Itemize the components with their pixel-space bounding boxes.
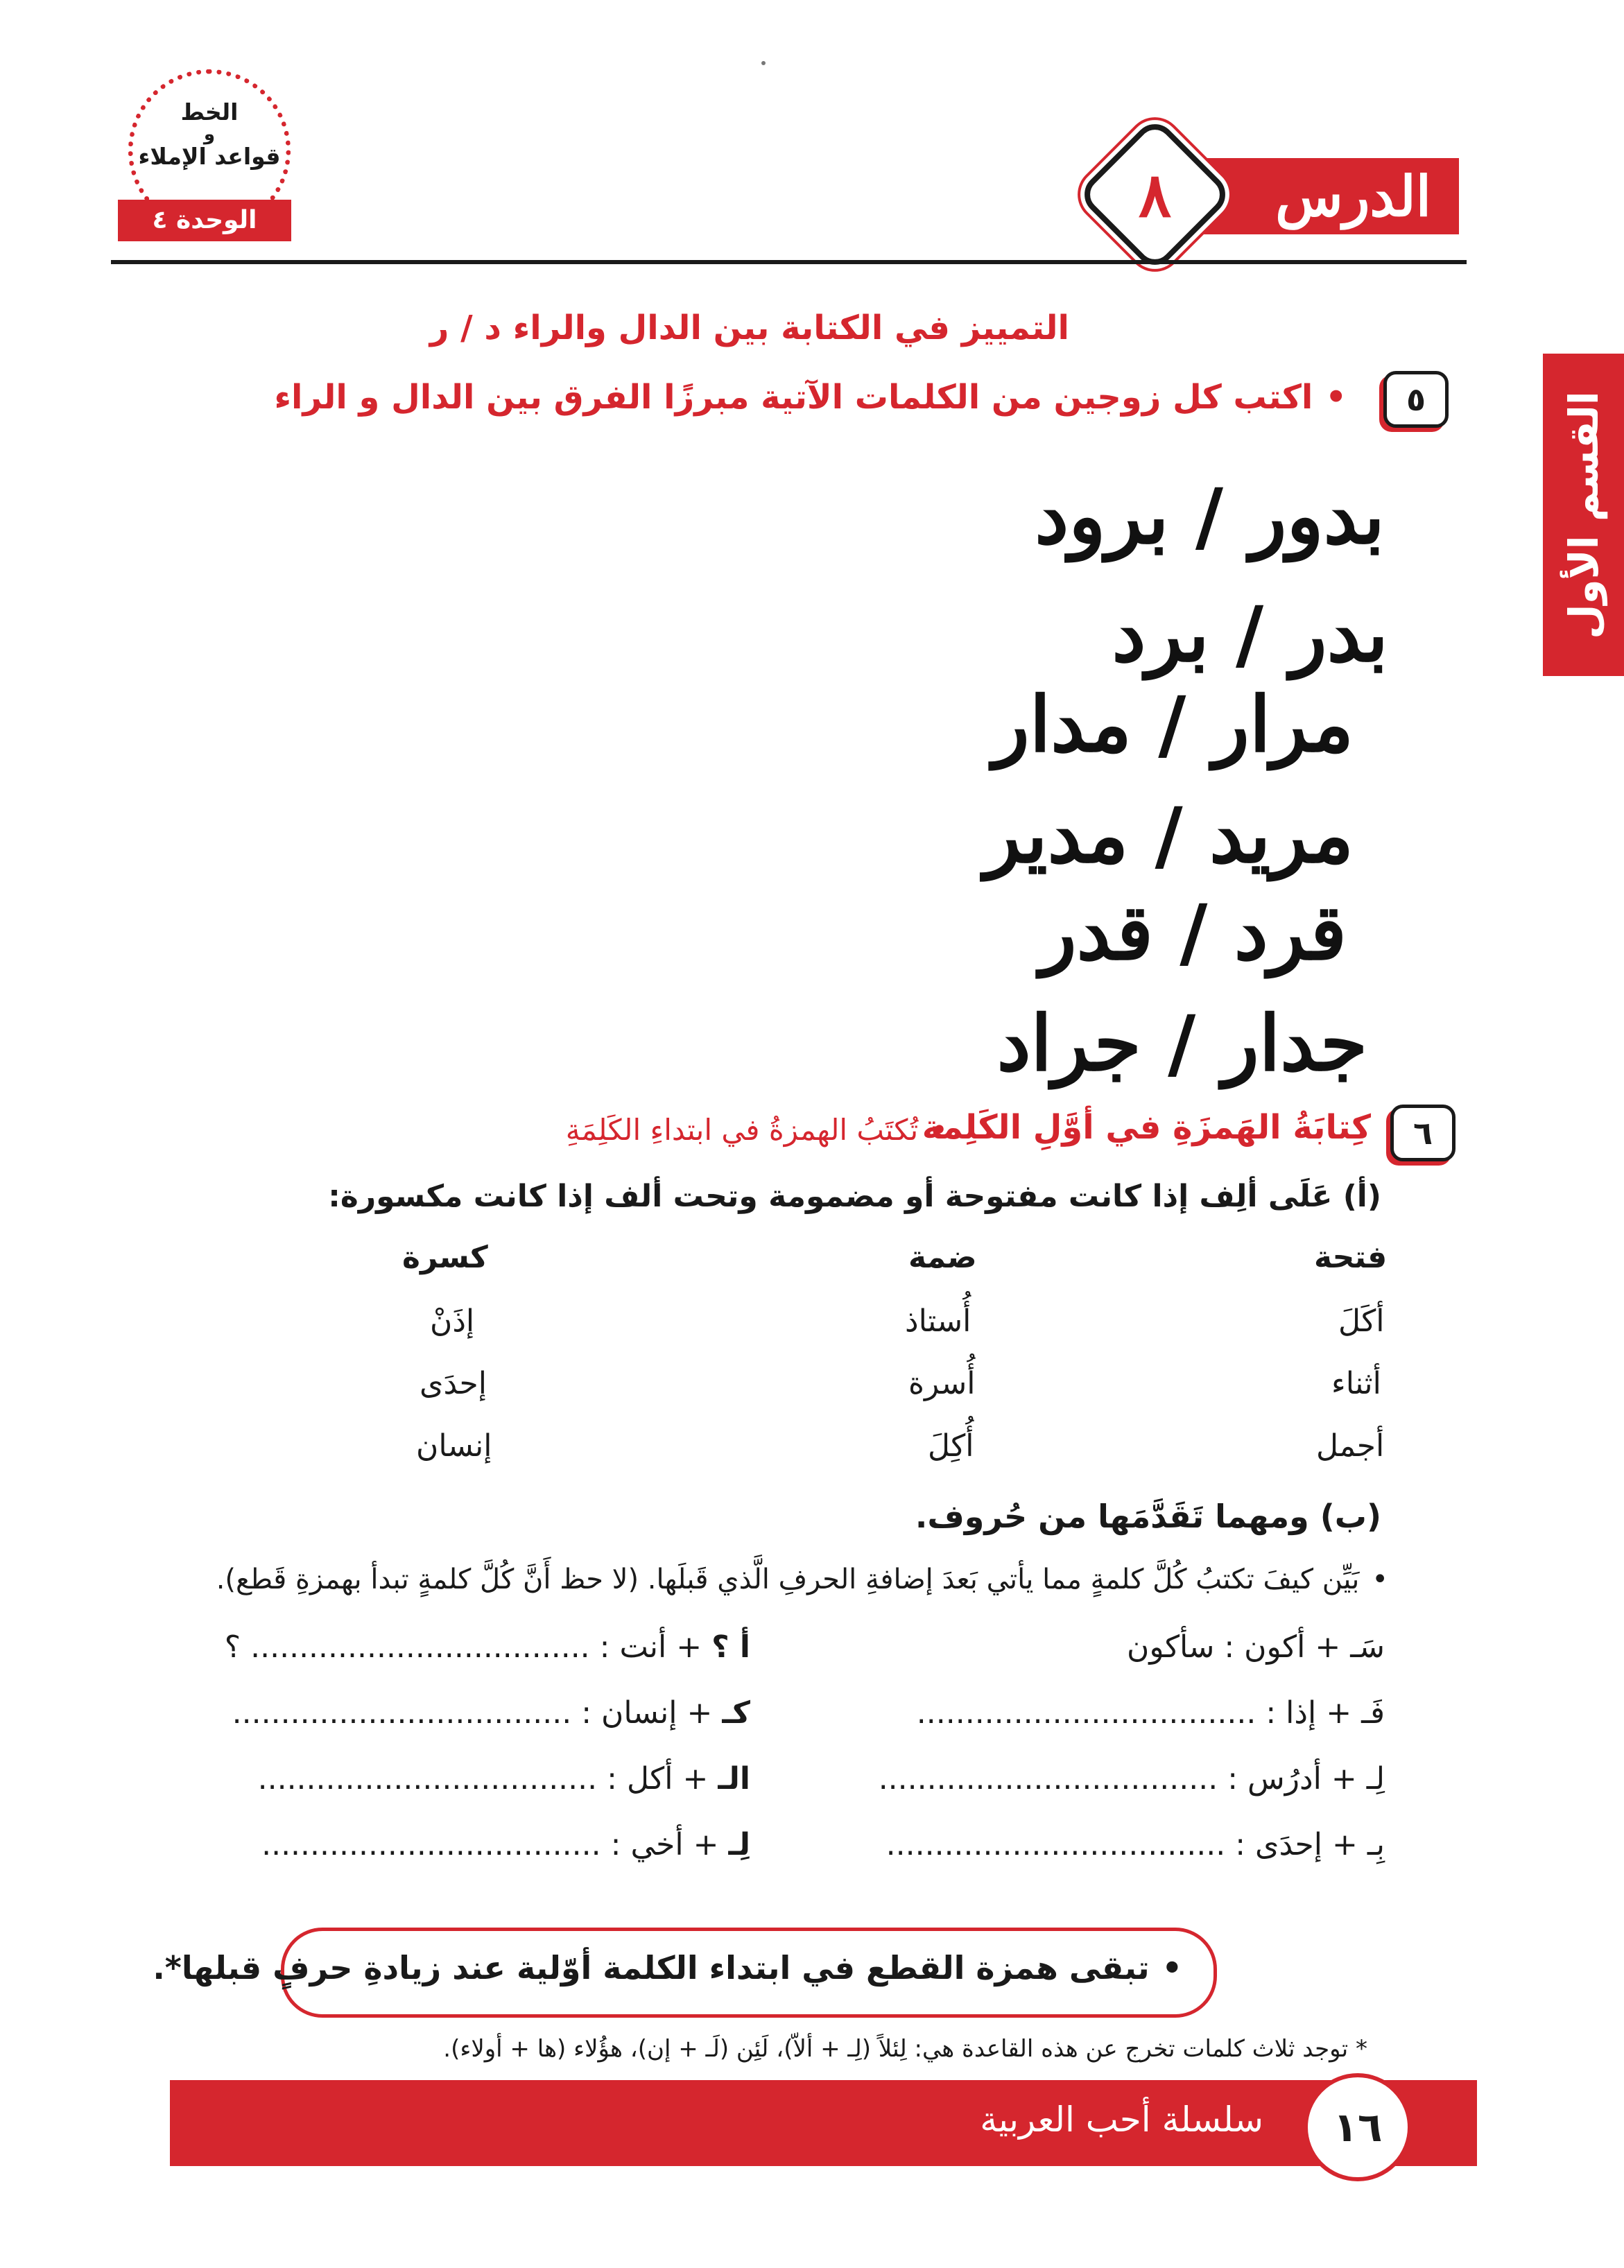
- exercise-prefix: بِـ: [1367, 1827, 1385, 1862]
- fatha-word-3: أجمل: [1316, 1428, 1385, 1464]
- answer-blank[interactable]: ...................................: [257, 1761, 598, 1797]
- damma-word-3: أُكِلَ: [928, 1428, 974, 1464]
- section-tab: [1543, 354, 1624, 676]
- damma-word-1: أُستاذ: [905, 1304, 971, 1339]
- unit-badge: [118, 69, 291, 244]
- exercise-row: [886, 1827, 1385, 1862]
- lesson-label: الدرس: [1275, 164, 1431, 229]
- exercise-prefix: سَـ: [1350, 1629, 1385, 1665]
- answer-blank[interactable]: ...................................: [886, 1827, 1226, 1862]
- exercise-prefix: لِـ: [728, 1827, 750, 1862]
- section-tab-label: القسم الأول: [1560, 390, 1607, 639]
- plus-sign: +: [1315, 1629, 1341, 1665]
- series-title: سلسلة أحب العربية: [980, 2100, 1263, 2140]
- exercise-word: إنسان: [601, 1695, 677, 1731]
- answer-blank[interactable]: ...................................: [916, 1695, 1256, 1731]
- rule-text: • تبقى همزة القطع في ابتداء الكلمة أوّلية عند زيادةِ حرفٍ قبلها*.: [153, 1949, 1182, 1986]
- section5-number: ٥: [1383, 371, 1449, 428]
- exercise-row: [258, 1761, 750, 1797]
- exercise-word: أنت: [619, 1629, 667, 1665]
- exercise-answer: ؟: [224, 1629, 241, 1665]
- handwritten-pair-5: قرد / قدر: [1039, 888, 1347, 977]
- section6-title: كِتابَةُ الهَمزَةِ في أوَّلِ الكَلِمة: [922, 1108, 1371, 1147]
- part-a-text: (أ) عَلَى ألِف إذا كانت مفتوحة أو مضمومة وتحت ألف إذا كانت مكسورة:: [328, 1179, 1381, 1214]
- exercise-row: [1127, 1629, 1385, 1665]
- section6-number: ٦: [1390, 1105, 1455, 1161]
- footer-bar: [170, 2080, 1477, 2166]
- scan-dot: [761, 61, 766, 65]
- plus-sign: +: [693, 1827, 719, 1862]
- kasra-word-2: إحدَى: [420, 1366, 487, 1401]
- plus-sign: +: [1331, 1761, 1357, 1797]
- page-number: ١٦: [1304, 2073, 1412, 2181]
- exercise-row: [879, 1761, 1385, 1797]
- part-b-instruction: • بَيِّن كيفَ تكتبُ كُلَّ كلمةٍ مما يأتي بَعدَ إضافةِ الحرفِ الَّذي قَبلَها. (لا حظ أَنَّ كُلَّ كلمةٍ تبدأ بهمزةِ قَطع).: [216, 1564, 1388, 1595]
- section5-title: التمييز في الكتابة بين الدال والراء د / ر: [429, 309, 1069, 347]
- exercise-word: أكل: [626, 1761, 673, 1797]
- kasra-word-3: إنسان: [416, 1428, 492, 1464]
- answer-blank[interactable]: ...................................: [261, 1827, 601, 1862]
- exercise-word: إذا: [1286, 1695, 1317, 1731]
- footnote: * توجد ثلاث كلمات تخرج عن هذه القاعدة هي: لِئلاً (لِـ + ألاّ)، لَئِن (لَـ + إن)، هؤُلاء (ها + أولاء).: [443, 2035, 1367, 2063]
- col-header-damma: ضمة: [908, 1240, 977, 1275]
- rule-callout: [153, 1928, 1217, 2018]
- handwritten-pair-6: جدار / جراد: [996, 998, 1367, 1088]
- unit-topic-line3: قواعد الإملاء: [138, 143, 281, 170]
- colon: :: [599, 1629, 610, 1665]
- handwritten-pair-2: بدر / برد: [1112, 589, 1388, 679]
- exercise-row: [225, 1629, 750, 1665]
- colon: :: [581, 1695, 592, 1731]
- exercise-prefix: الـ: [718, 1761, 750, 1797]
- exercise-word: أكون: [1244, 1629, 1306, 1665]
- exercise-prefix: كـ: [722, 1695, 750, 1731]
- handwritten-pair-4: مريد / مدير: [984, 790, 1354, 880]
- exercise-row: [917, 1695, 1385, 1731]
- col-header-fatha: فتحة: [1314, 1240, 1388, 1275]
- exercise-word: إحدَى: [1255, 1827, 1322, 1862]
- plus-sign: +: [682, 1761, 709, 1797]
- colon: :: [610, 1827, 621, 1862]
- handwritten-pair-3: مرار / مدار: [992, 679, 1354, 769]
- answer-blank[interactable]: ...................................: [232, 1695, 572, 1731]
- exercise-word: أدرُس: [1247, 1761, 1322, 1797]
- fatha-word-1: أكَلَ: [1338, 1304, 1385, 1339]
- exercise-word: أخي: [630, 1827, 684, 1862]
- damma-word-2: أُسرة: [908, 1366, 976, 1401]
- exercise-prefix: أ ؟: [711, 1629, 750, 1665]
- exercise-prefix: فَـ: [1361, 1695, 1385, 1731]
- plus-sign: +: [676, 1629, 702, 1665]
- exercise-row: [261, 1827, 750, 1862]
- unit-label: الوحدة ٤: [118, 200, 291, 241]
- col-header-kasra: كسرة: [402, 1240, 488, 1275]
- answer-blank[interactable]: ...................................: [878, 1761, 1218, 1797]
- part-b-text: (ب) ومهما تَقَدَّمَها من حُروف.: [915, 1498, 1381, 1535]
- handwritten-pair-1: بدور / برود: [1035, 471, 1385, 561]
- exercise-prefix: لِـ: [1366, 1761, 1385, 1797]
- exercise-answer[interactable]: سأكون: [1127, 1629, 1215, 1665]
- unit-topic: [128, 97, 291, 172]
- kasra-word-1: إذَنْ: [430, 1304, 475, 1339]
- colon: :: [1227, 1761, 1238, 1797]
- plus-sign: +: [1326, 1695, 1352, 1731]
- header-divider: [111, 260, 1467, 264]
- colon: :: [1224, 1629, 1235, 1665]
- plus-sign: +: [1331, 1827, 1358, 1862]
- colon: :: [1265, 1695, 1277, 1731]
- lesson-number: ٨: [1138, 158, 1172, 231]
- unit-topic-line2: و: [203, 124, 216, 145]
- plus-sign: +: [686, 1695, 713, 1731]
- answer-blank[interactable]: ...................................: [250, 1629, 590, 1665]
- section6-subtitle: • تُكتَبُ الهمزةُ في ابتداءِ الكَلِمَةِ: [566, 1113, 948, 1147]
- fatha-word-2: أثناء: [1331, 1366, 1381, 1401]
- colon: :: [607, 1761, 617, 1797]
- exercise-row: [232, 1695, 750, 1731]
- section5-instruction: • اكتب كل زوجين من الكلمات الآتية مبرزًا الفرق بين الدال و الراء: [275, 378, 1347, 417]
- colon: :: [1235, 1827, 1246, 1862]
- unit-topic-line1: الخط: [180, 98, 239, 125]
